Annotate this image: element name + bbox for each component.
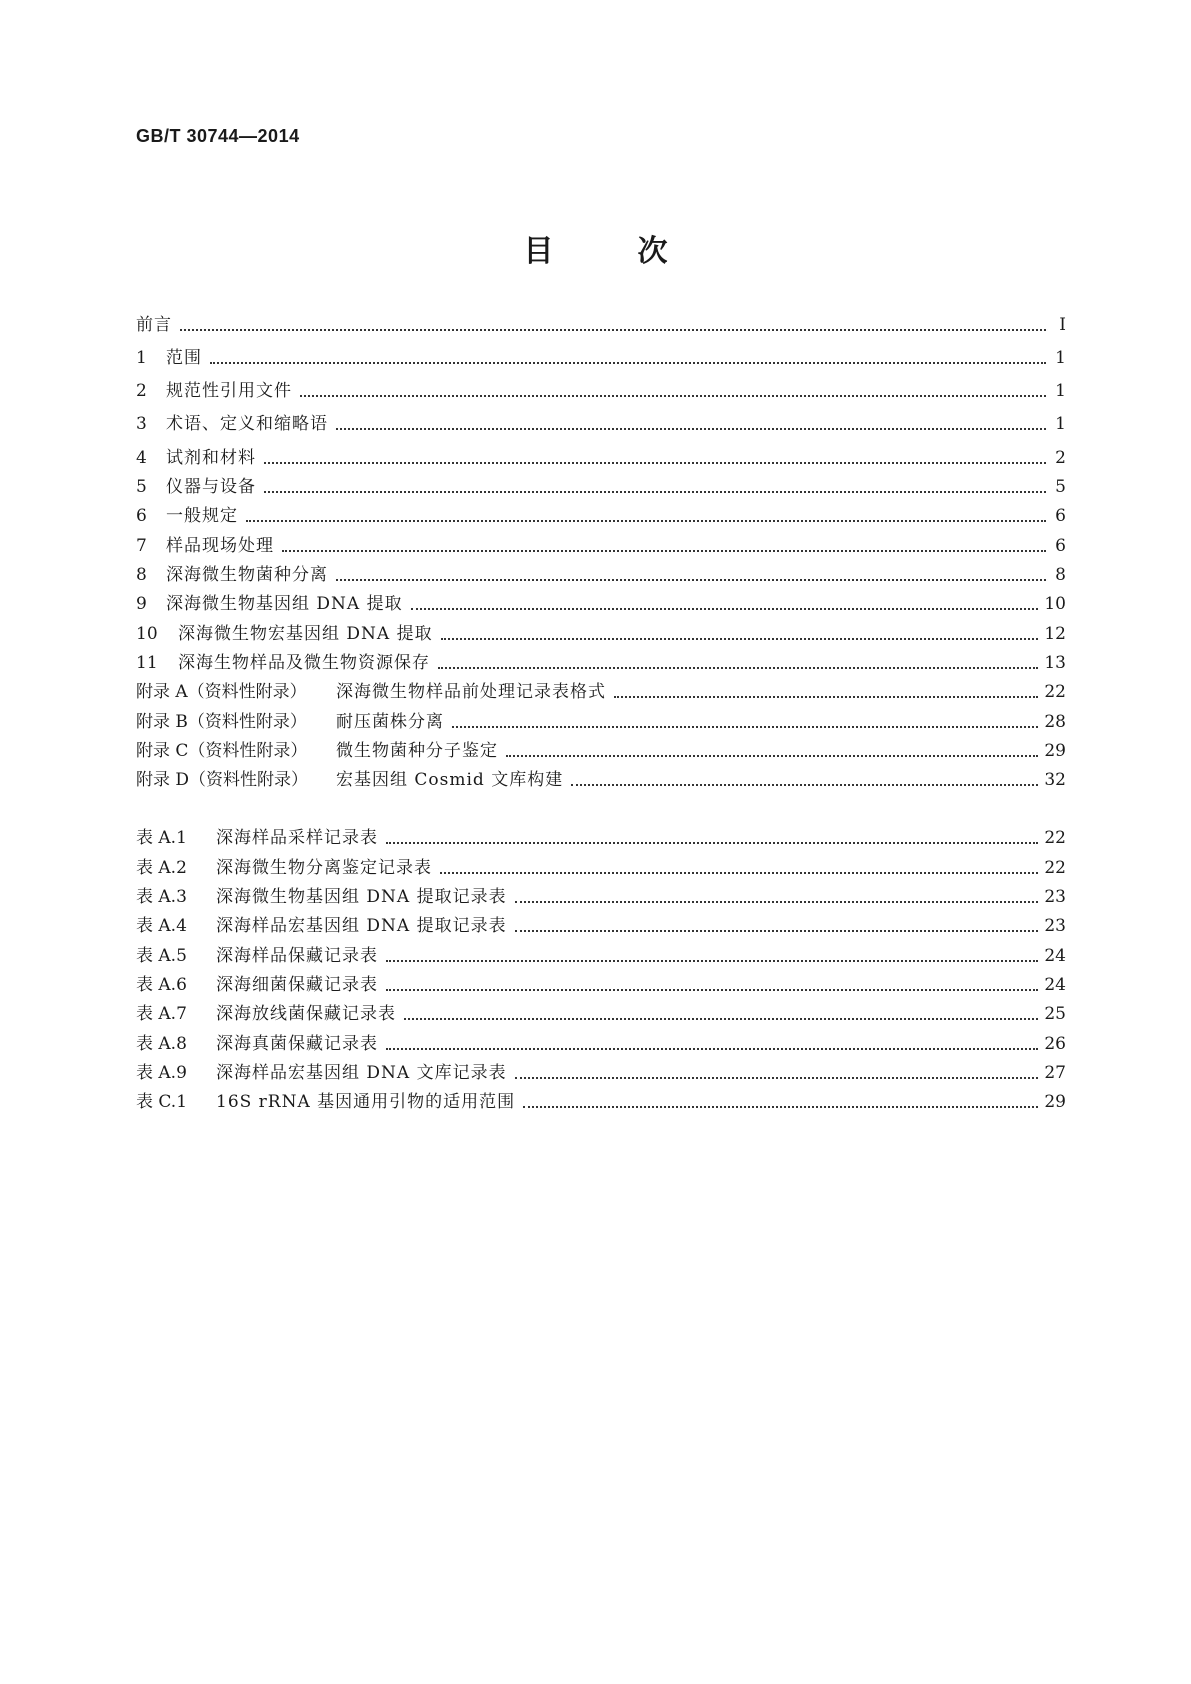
table-entry-page: 24	[1044, 946, 1066, 966]
toc-entry-label: 试剂和材料	[166, 448, 256, 468]
table-entry-page: 24	[1044, 975, 1066, 995]
toc-entry-label: 宏基因组 Cosmid 文库构建	[336, 770, 564, 790]
toc-entry-page: 1	[1055, 414, 1066, 434]
toc-entry-number: 9	[136, 594, 147, 614]
toc-entry-page: 1	[1055, 381, 1066, 401]
toc-entry-foreword[interactable]	[136, 308, 1066, 336]
table-entry-label: 深海样品宏基因组 DNA 文库记录表	[216, 1063, 507, 1083]
table-entry-page: 26	[1044, 1034, 1066, 1054]
table-entry-a2[interactable]	[136, 851, 1066, 879]
dot-leader	[386, 1048, 1038, 1050]
toc-entry-8[interactable]	[136, 558, 1066, 586]
table-entry-number: 表 A.1	[136, 828, 187, 848]
dot-leader	[336, 579, 1046, 581]
table-entry-page: 22	[1044, 828, 1066, 848]
table-entry-label: 深海放线菌保藏记录表	[216, 1004, 396, 1024]
toc-entry-2[interactable]	[136, 374, 1066, 402]
toc-entry-number: 11	[136, 653, 158, 673]
table-entry-label: 深海微生物基因组 DNA 提取记录表	[216, 887, 507, 907]
table-entry-a5[interactable]	[136, 939, 1066, 967]
toc-entry-page: 13	[1044, 653, 1066, 673]
toc-entry-11[interactable]	[136, 646, 1066, 674]
toc-entry-page: 6	[1055, 536, 1066, 556]
dot-leader	[246, 520, 1046, 522]
table-entry-label: 深海样品采样记录表	[216, 828, 378, 848]
toc-entry-number: 4	[136, 448, 147, 468]
dot-leader	[336, 428, 1046, 430]
toc-entry-number: 附录 A（资料性附录）	[136, 682, 307, 702]
toc-entry-number: 1	[136, 348, 147, 368]
toc-entry-page: 1	[1055, 348, 1066, 368]
table-entry-label: 深海真菌保藏记录表	[216, 1034, 378, 1054]
table-entry-page: 27	[1044, 1063, 1066, 1083]
table-entry-a8[interactable]	[136, 1027, 1066, 1055]
table-entry-label: 深海微生物分离鉴定记录表	[216, 858, 432, 878]
table-entry-label: 深海细菌保藏记录表	[216, 975, 378, 995]
table-entry-page: 22	[1044, 858, 1066, 878]
toc-entry-number: 5	[136, 477, 147, 497]
toc-entry-label: 规范性引用文件	[166, 381, 292, 401]
table-entry-number: 表 A.2	[136, 858, 187, 878]
table-entry-number: 表 A.5	[136, 946, 187, 966]
table-entry-page: 23	[1044, 916, 1066, 936]
dot-leader	[441, 638, 1039, 640]
table-entry-a6[interactable]	[136, 968, 1066, 996]
toc-entry-6[interactable]	[136, 499, 1066, 527]
toc-entry-page: Ⅰ	[1059, 315, 1066, 335]
dot-leader	[180, 329, 1046, 331]
toc-entry-number: 2	[136, 381, 147, 401]
toc-entry-label: 范围	[166, 348, 202, 368]
toc-entry-label: 仪器与设备	[166, 477, 256, 497]
table-entry-label: 16S rRNA 基因通用引物的适用范围	[216, 1092, 516, 1112]
table-entry-number: 表 A.8	[136, 1034, 187, 1054]
toc-entry-page: 10	[1044, 594, 1066, 614]
table-entry-a7[interactable]	[136, 997, 1066, 1025]
toc-entry-7[interactable]	[136, 529, 1066, 557]
toc-entry-4[interactable]	[136, 441, 1066, 469]
dot-leader	[571, 784, 1038, 786]
dot-leader	[411, 608, 1039, 610]
table-entry-a9[interactable]	[136, 1056, 1066, 1084]
table-entry-a3[interactable]	[136, 880, 1066, 908]
toc-entry-number: 7	[136, 536, 147, 556]
toc-entry-label: 微生物菌种分子鉴定	[336, 741, 498, 761]
table-entry-number: 表 C.1	[136, 1092, 188, 1112]
title-char-1: 目	[523, 234, 554, 269]
toc-entry-label: 深海微生物基因组 DNA 提取	[166, 594, 403, 614]
toc-entry-page: 8	[1055, 565, 1066, 585]
toc-entry-label: 深海生物样品及微生物资源保存	[178, 653, 430, 673]
toc-entry-10[interactable]	[136, 617, 1066, 645]
toc-entry-number: 附录 C（资料性附录）	[136, 741, 308, 761]
dot-leader	[452, 726, 1038, 728]
toc-entry-page: 2	[1055, 448, 1066, 468]
table-entry-page: 25	[1044, 1004, 1066, 1024]
dot-leader	[523, 1106, 1038, 1108]
toc-entry-label: 术语、定义和缩略语	[166, 414, 328, 434]
table-entry-number: 表 A.3	[136, 887, 187, 907]
toc-entry-number: 6	[136, 506, 147, 526]
table-entry-label: 深海样品保藏记录表	[216, 946, 378, 966]
toc-entry-3[interactable]	[136, 407, 1066, 435]
toc-entry-appendix-d[interactable]	[136, 763, 1066, 791]
table-entry-a4[interactable]	[136, 909, 1066, 937]
toc-entry-label: 深海微生物宏基因组 DNA 提取	[178, 624, 433, 644]
dot-leader	[386, 842, 1038, 844]
toc-entry-page: 5	[1055, 477, 1066, 497]
toc-entry-9[interactable]	[136, 587, 1066, 615]
toc-entry-label: 一般规定	[166, 506, 238, 526]
toc-entry-number: 3	[136, 414, 147, 434]
dot-leader	[614, 696, 1038, 698]
toc-entry-page: 28	[1044, 712, 1066, 732]
dot-leader	[404, 1018, 1038, 1020]
toc-entry-label: 深海微生物菌种分离	[166, 565, 328, 585]
toc-entry-page: 6	[1055, 506, 1066, 526]
toc-entry-number: 附录 D（资料性附录）	[136, 770, 309, 790]
toc-entry-number: 8	[136, 565, 147, 585]
toc-entry-page: 29	[1044, 741, 1066, 761]
toc-entry-number: 附录 B（资料性附录）	[136, 712, 307, 732]
table-entry-number: 表 A.7	[136, 1004, 187, 1024]
toc-entry-appendix-c[interactable]	[136, 734, 1066, 762]
toc-entry-label: 前言	[136, 315, 172, 335]
toc-entry-label: 深海微生物样品前处理记录表格式	[336, 682, 606, 702]
table-entry-page: 23	[1044, 887, 1066, 907]
page-title	[0, 226, 1191, 270]
toc-entry-page: 12	[1044, 624, 1066, 644]
dot-leader	[506, 755, 1038, 757]
toc-entry-appendix-b[interactable]	[136, 705, 1066, 733]
table-entry-a1[interactable]	[136, 821, 1066, 849]
standard-code: GB/T 30744—2014	[136, 126, 300, 146]
toc-entry-appendix-a[interactable]	[136, 675, 1066, 703]
dot-leader	[264, 462, 1046, 464]
dot-leader	[210, 362, 1046, 364]
table-entry-c1[interactable]	[136, 1085, 1066, 1113]
toc-entry-page: 32	[1044, 770, 1066, 790]
toc-entry-page: 22	[1044, 682, 1066, 702]
dot-leader	[300, 395, 1046, 397]
dot-leader	[515, 1077, 1039, 1079]
dot-leader	[440, 872, 1038, 874]
dot-leader	[386, 960, 1038, 962]
table-entry-label: 深海样品宏基因组 DNA 提取记录表	[216, 916, 507, 936]
dot-leader	[282, 550, 1046, 552]
table-entry-number: 表 A.4	[136, 916, 187, 936]
dot-leader	[386, 989, 1038, 991]
table-entry-number: 表 A.9	[136, 1063, 187, 1083]
toc-entry-5[interactable]	[136, 470, 1066, 498]
table-entry-number: 表 A.6	[136, 975, 187, 995]
dot-leader	[264, 491, 1046, 493]
toc-entry-1[interactable]	[136, 341, 1066, 369]
dot-leader	[515, 930, 1039, 932]
toc-entry-number: 10	[136, 624, 158, 644]
dot-leader	[515, 901, 1039, 903]
table-entry-page: 29	[1044, 1092, 1066, 1112]
dot-leader	[438, 667, 1038, 669]
title-char-2: 次	[637, 234, 668, 269]
toc-entry-label: 样品现场处理	[166, 536, 274, 556]
toc-entry-label: 耐压菌株分离	[336, 712, 444, 732]
